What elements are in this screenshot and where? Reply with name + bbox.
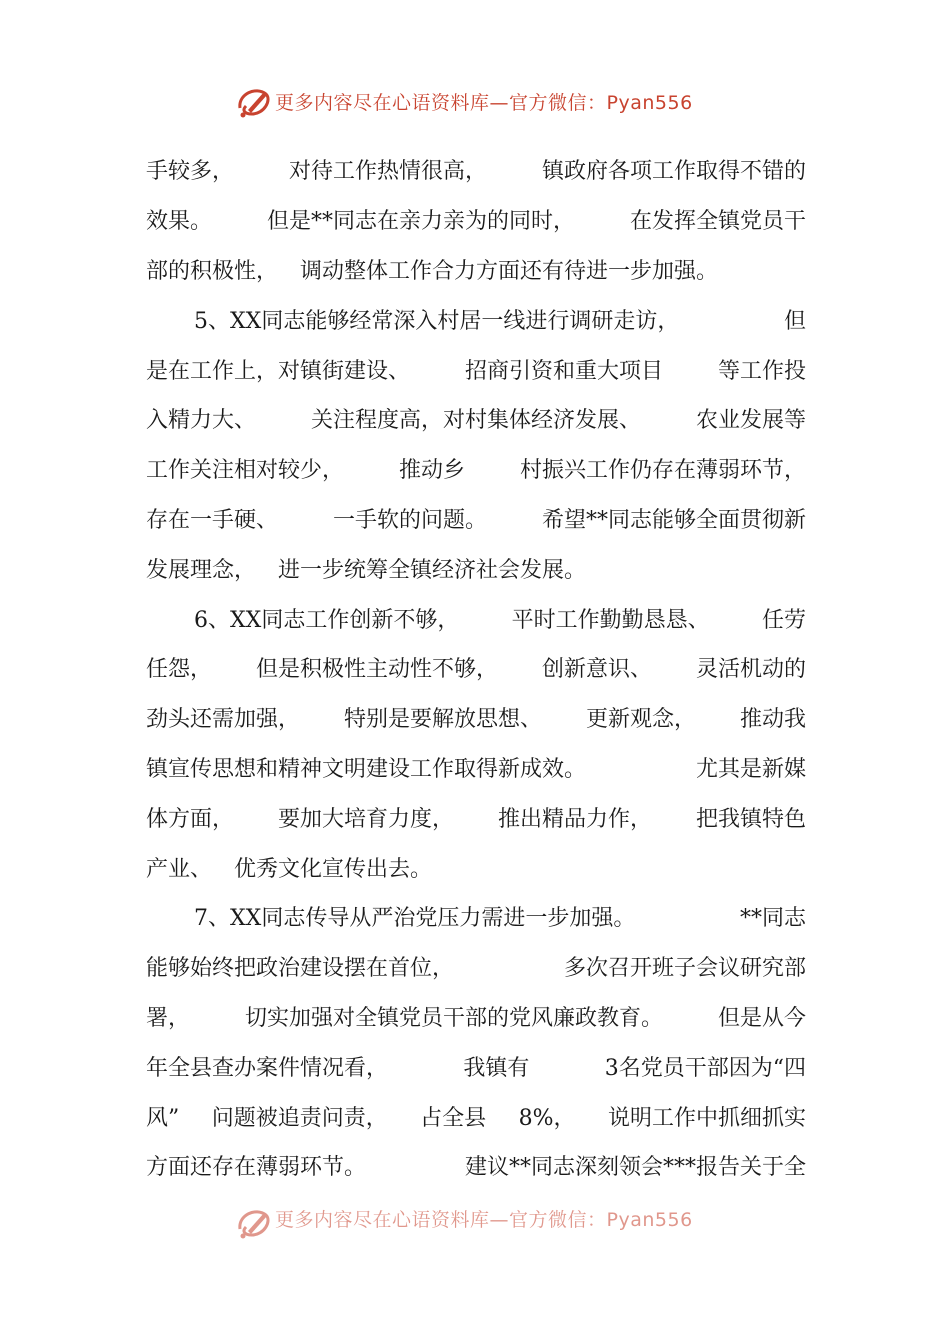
text-segment: 调动整体工作合力方面还有待进一步加强。 (300, 258, 719, 284)
text-segment: 但是积极性主动性不够， (255, 657, 498, 683)
text-line (146, 344, 806, 394)
text-segment: 特别是要解放思想、 (343, 707, 542, 733)
text-segment: 发展理念， (146, 557, 257, 583)
text-segment: 在发挥全镇党员干 (629, 209, 806, 235)
text-line (146, 444, 806, 494)
text-segment: 农业发展等 (695, 408, 806, 434)
text-segment: 效果。 (146, 209, 213, 235)
watermark-footer (0, 1203, 950, 1243)
text-line (146, 743, 806, 793)
text-segment: 入精力大、 (146, 408, 257, 434)
text-line (146, 245, 806, 295)
text-segment: 推动我 (739, 707, 806, 733)
text-segment: 风” (146, 1105, 180, 1131)
text-segment: 把我镇特色 (695, 806, 806, 832)
text-segment: 产业、 (146, 856, 213, 882)
text-segment: 劲头还需加强， (146, 707, 301, 733)
text-line (146, 792, 806, 842)
text-line (146, 942, 806, 992)
text-segment: 工作关注相对较少， (146, 458, 345, 484)
text-segment: 但是从今 (717, 1005, 806, 1031)
text-line (146, 693, 806, 743)
text-segment: 等工作投 (717, 358, 806, 384)
text-segment: 对待工作热情很高， (288, 159, 487, 185)
text-line (146, 842, 806, 892)
text-segment: 更新观念， (585, 707, 696, 733)
text-segment: 推动乡 (398, 458, 465, 484)
pen-logo-icon (234, 84, 272, 120)
paragraph-start-6 (146, 593, 806, 643)
text-segment: 但 (783, 308, 806, 334)
text-line (146, 643, 806, 693)
paragraph-start-7 (146, 892, 806, 942)
document-body (146, 145, 806, 1191)
text-segment: 一手软的问题。 (332, 507, 487, 533)
text-segment: 体方面， (146, 806, 235, 832)
text-segment: 多次召开班子会议研究部 (563, 956, 806, 982)
text-segment: 说明工作中抓细抓实 (607, 1105, 806, 1131)
watermark-text: 更多内容尽在心语资料库—官方微信：Pyan556 (275, 92, 693, 114)
watermark-header (0, 82, 950, 122)
text-segment: 创新意识、 (541, 657, 652, 683)
text-segment: 方面还存在薄弱环节。 (146, 1155, 367, 1181)
text-segment: 灵活机动的 (695, 657, 806, 683)
text-segment: 切实加强对全镇党员干部的党风廉政教育。 (244, 1005, 663, 1031)
text-segment: 存在一手硬、 (146, 507, 279, 533)
text-line (146, 195, 806, 245)
text-segment: 村振兴工作仍存在薄弱环节， (519, 458, 806, 484)
text-line (146, 145, 806, 195)
text-line (146, 543, 806, 593)
text-segment: 任怨， (146, 657, 213, 683)
text-segment: 能够始终把政治建设摆在首位， (146, 956, 455, 982)
text-segment: 署， (146, 1005, 191, 1031)
text-segment: 7、XX同志传导从严治党压力需进一步加强。 (194, 906, 636, 932)
paragraph-start-5 (146, 294, 806, 344)
text-segment: 占全县 (420, 1105, 487, 1131)
text-line (146, 992, 806, 1042)
text-segment: 镇政府各项工作取得不错的 (541, 159, 806, 185)
text-segment: 但是**同志在亲力亲为的同时， (266, 209, 575, 235)
text-line (146, 1091, 806, 1141)
text-segment: 任劳 (761, 607, 806, 633)
text-segment: 我镇有 (463, 1055, 530, 1081)
text-segment: 手较多， (146, 159, 235, 185)
text-segment: 5、XX同志能够经常深入村居一线进行调研走访， (194, 308, 680, 334)
text-segment: 3名党员干部因为“四 (604, 1055, 806, 1081)
text-segment: 问题被追责问责， (211, 1105, 388, 1131)
text-line (146, 494, 806, 544)
text-line (146, 394, 806, 444)
text-line (146, 1041, 806, 1091)
text-segment: 进一步统筹全镇经济社会发展。 (278, 557, 587, 583)
watermark-text: 更多内容尽在心语资料库—官方微信：Pyan556 (275, 1209, 693, 1231)
text-segment: 关注程度高，对村集体经济发展、 (310, 408, 641, 434)
text-segment: 部的积极性， (146, 258, 279, 284)
text-segment: 6、XX同志工作创新不够， (194, 607, 460, 633)
text-segment: 年全县查办案件情况看， (146, 1055, 389, 1081)
pen-logo-icon (234, 1205, 272, 1241)
text-segment: 是在工作上，对镇街建设、 (146, 358, 411, 384)
text-segment: **同志 (739, 906, 806, 932)
text-segment: 希望**同志能够全面贯彻新 (541, 507, 806, 533)
text-line (146, 1141, 806, 1191)
text-segment: 优秀文化宣传出去。 (234, 856, 433, 882)
text-segment: 要加大培育力度， (277, 806, 454, 832)
text-segment: 推出精品力作， (497, 806, 652, 832)
text-segment: 尤其是新媒 (695, 756, 806, 782)
text-segment: 招商引资和重大项目 (464, 358, 663, 384)
text-segment: 建议**同志深刻领会***报告关于全 (464, 1155, 806, 1181)
text-segment: 镇宣传思想和精神文明建设工作取得新成效。 (146, 756, 587, 782)
text-segment: 平时工作勤勤恳恳、 (511, 607, 710, 633)
text-segment: 8%， (518, 1105, 576, 1131)
